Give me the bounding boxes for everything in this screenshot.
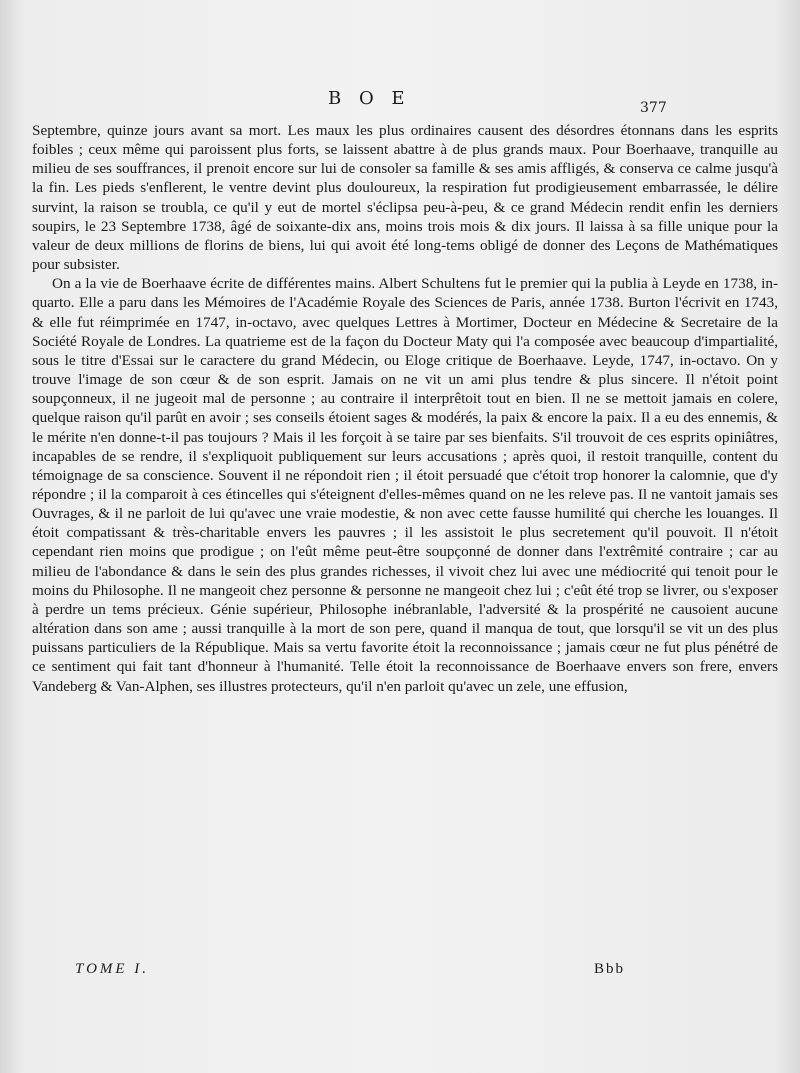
volume-label: TOME I. [75,961,150,977]
paragraph-2: On a la vie de Boerhaave écrite de différentes mains. Albert Schultens fut le premier qui la publia à Leyde en 1738, in-quarto. Elle a paru dans les Mémoires de l'Académie Royale des Sciences de Paris, année 1738. Burton l'écrivit en 1743, & elle fut réimprimée en 1747, in-octavo, avec quelques Lettres à Mortimer, Docteur en Médecine & Secretaire de la Société Royale de Londres. La quatrieme est de la façon du Docteur Maty qui l'a composée avec beaucoup d'impartialité, sous le titre d'Essai sur le caractere du grand Médecin, ou Eloge critique de Boerhaave. Leyde, 1747, in-octavo. On y trouve l'image de son cœur & de son esprit. Jamais on ne vit un ami plus tendre & plus sincere. Il n'étoit point soupçonneux, il ne jugeoit mal de personne ; au contraire il interprêtoit tout en bien. Il ne se mettoit jamais en colere, quelque raison qu'il parût en avoir ; ses conseils étoient sages & modérés, la paix & encore la paix. Il a eu des ennemis, & le mérite n'en donne-t-il pas toujours ? Mais il les forçoit à se taire par ses bienfaits. S'il trouvoit de ces esprits opiniâtres, incapables de se rendre, il s'expliquoit publiquement sur leurs accusations ; après quoi, il restoit tranquille, content du témoignage de sa conscience. Souvent il ne répondoit rien ; il étoit persuadé que c'étoit trop honorer la calomnie, que d'y répondre ; il la comparoit à ces étincelles qui s'éteignent d'elles-mêmes quand on ne les releve pas. Il ne vantoit jamais ses Ouvrages, & il ne parloit de lui qu'avec une vraie modestie, & non avec cette fausse humilité qui cherche les louanges. Il étoit compatissant & très-charitable envers les pauvres ; il les assistoit le plus secretement qu'il pouvoit. Il n'étoit cependant rien moins que prodigue ; on l'eût même peut-être soupçonné de donner dans l'extrêmité contraire ; car au milieu de l'abondance & dans le sein des plus grandes richesses, il vivoit chez lui avec une médiocrité qui tenoit pour le moins du Philosophe. Il ne mangeoit chez personne & personne ne mangeoit chez lui ; c'eût été trop se livrer, ou s'exposer à perdre un tems précieux. Génie supérieur, Philosophe inébranlable, l'adversité & la prospérité ne causoient aucune altération dans son ame ; aussi tranquille à la mort de son pere, quand il manqua de tout, que lorsqu'il se vit un des plus puissans particuliers de la République. Mais sa vertu favorite étoit la reconnoissance ; jamais cœur ne fut plus pénétré de ce sentiment qui fait tant d'honneur à l'humanité. Telle étoit la reconnoissance de Boerhaave envers son frere, envers Vandeberg & Van-Alphen, ses illustres protecteurs, qu'il n'en parloit qu'avec un zele, une effusion, [32,275,778,695]
signature-mark: Bbb [594,961,626,977]
running-head [0,88,800,118]
body-text [32,121,778,696]
running-title: B O E [328,88,411,109]
page-footer [0,961,800,985]
page-number: 377 [640,100,667,116]
paragraph-1: Septembre, quinze jours avant sa mort. Les maux les plus ordinaires causent des désordres étonnans dans les esprits foibles ; ceux même qui paroissent plus forts, se laissent abattre à de plus grands maux. Pour Boerhaave, tranquille au milieu de ses souffrances, il prenoit encore sur lui de consoler sa famille & ses amis affligés, & conserva ce calme jusqu'à la fin. Les pieds s'enflerent, le ventre devint plus douloureux, la respiration fut prodigieusement embarrassée, le délire survint, la raison se troubla, ce qu'il y eut de mortel s'éclipsa peu-à-peu, & ce grand Médecin rendit enfin les derniers soupirs, le 23 Septembre 1738, âgé de soixante-dix ans, moins trois mois & dix jours. Il laissa à sa fille unique pour la valeur de deux millions de florins de biens, lui qui avoit été long-tems obligé de donner des Leçons de Mathématiques pour subsister. [32,122,778,274]
